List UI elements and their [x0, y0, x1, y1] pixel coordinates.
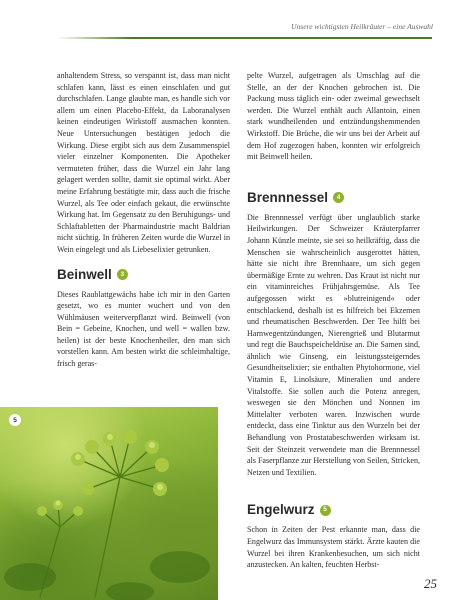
page-number: 25 [424, 576, 437, 591]
left-column [57, 70, 230, 370]
running-head: Unsere wichtigsten Heilkräuter – eine Auswahl [291, 22, 433, 31]
section-text-engelwurz: Schon in Zeiten der Pest erkannte man, dass die Engelwurz das Immunsystem stärkt. Ärzte kauten die Wurzel bei ihren Krankenbesuchen, um sich nicht anzustecken. An kalten, feuchten Herbst- [247, 525, 420, 570]
section-number-badge: 4 [333, 192, 344, 203]
section-number-badge: 3 [117, 269, 128, 280]
section-text-brennnessel: Die Brennnessel verfügt über unglaublich starke Heilwirkungen. Der Schweizer Kräuterpfarrer Johann Künzle meinte, sie sei so heilkräftig, dass die Menschen sie wahrscheinlich ausgerottet hätten, hätte sie nicht ihre Brennhaare, um sich gegen übermäßige Ernte zu wehren. Das Kraut ist nicht nur ein vitaminreiches Frühjahrsgemüse. Als Tee aufgegossen wirkt es »blutreinigend« oder entschlackend, deshalb ist es hilfreich bei Ekzemen und rheumatischen Beschwerden. Der Tee hilft bei Harnwegentzündungen, Nierengrieß und Blutarmut und regt die Bauchspeicheldrüse an. Die Samen sind, ähnlich wie Ginseng, ein leistungssteigerndes Gesundheitselixier; sie enthalten Phytohormone, viel Vitamin E, Linolsäure, Mineralien und andere Vitalstoffe. Sie sollen auch die Potenz anregen, weswegen sie den Mönchen und Nonnen im Mittelalter verboten waren. Inzwischen wurde entdeckt, dass eine Tinktur aus den Wurzeln bei der Behandlung von Prostatabeschwerden wirksam ist. Seit der Steinzeit verwendete man die Brennnessel als Faserpflanze zur Herstellung von Seilen, Stricken, Netzen und Textilien. [247, 212, 420, 477]
right-column [247, 70, 420, 571]
section-title: Beinwell [57, 266, 112, 282]
photo-number-badge: 5 [9, 414, 21, 426]
section-title: Brennnessel [247, 189, 329, 205]
right-intro-paragraph: pelte Wurzel, aufgetragen als Umschlag auf die Stelle, an der der Knochen gebrochen ist. Die Packung muss täglich ein- oder zweimal gewechselt werden. Die Wurzel enthält auch Allantoin, einen stark wundheilenden und entzündungshemmenden Wirkstoff. Die Brüche, die wir uns bei der Arbeit auf dem Hof zugezogen haben, konnten wir erfolgreich mit Beinwell heilen. [247, 71, 420, 162]
section-number-badge: 5 [320, 505, 331, 516]
section-heading-brennnessel [247, 190, 420, 206]
section-heading-engelwurz [247, 502, 420, 518]
angelica-plant-photo [0, 407, 218, 600]
section-title: Engelwurz [247, 502, 315, 518]
left-intro-paragraph: anhaltendem Stress, so verspannt ist, dass man nicht schlafen kann, lässt es einen einschlafen und gut durchschlafen. Lange glaubte man, es handle sich vor allem um einen Placebo-Effekt, da Laboranalysen keinen eindeutigen Wirkstoff ausmachen konnten. Neue Untersuchungen bestätigen jedoch die Wirkung. Diese ergibt sich aus dem Zusammenspiel vieler einzelner Komponenten. Die Apotheker vermuteten früher, dass die Wurzel ein Jahr lang gelagert werden sollte, damit sie optimal wirkt. Aber meine Erfahrung bestätigte mir, dass auch die frische Wurzel, als Tee oder einfach gekaut, die erwünschte Wirkung hat. Im Gegensatz zu den Beruhigungs- und Schlaftabletten der Pharmaindustrie macht Baldrian nicht süchtig. In früheren Zeiten wurde die Wurzel in Wein eingelegt und als Liebeselixier getrunken. [57, 71, 230, 254]
section-text-beinwell: Dieses Raublattgewächs habe ich mir in den Garten gesetzt, wo es munter wuchert und von den Wühlmäusen weiterverpflanzt wird. Beinwell (von Bein = Gebeine, Knochen, und well = wallen bzw. heilen) ist der beste Knochenheiler, den man sich vorstellen kann. Am besten wirkt die schleimhaltige, frisch geras- [57, 289, 230, 369]
header-rule [57, 37, 432, 39]
plant-illustration [0, 407, 218, 600]
section-heading-beinwell [57, 267, 230, 283]
